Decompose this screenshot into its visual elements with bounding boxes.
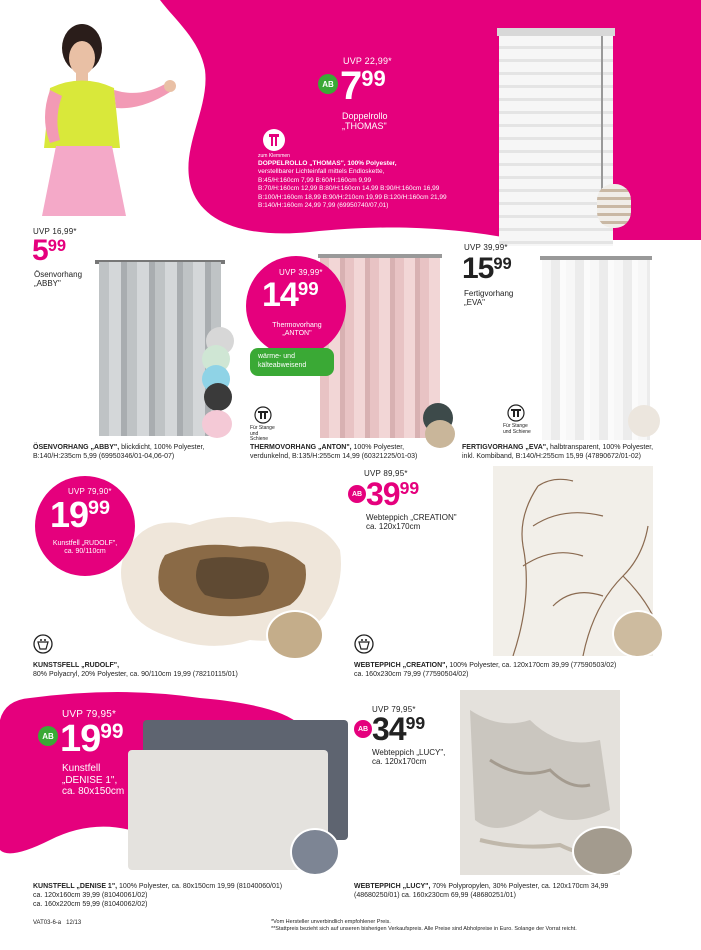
thomas-price <box>340 66 386 106</box>
abby-swatch <box>204 383 232 411</box>
doppelrollo-image <box>497 28 615 256</box>
abby-desc2: B:140/H:235cm 5,99 (69950346/01-04,06-07) <box>33 452 175 460</box>
thomas-desc-line: B:45/H:160cm 7,99 B:60/H:160cm 9,99 <box>258 176 372 184</box>
eva-swatch <box>628 405 660 437</box>
thomas-name-line2: „THOMAS" <box>342 121 387 132</box>
lucy-desc2: (48680250/01) ca. 160x230cm 69,99 (48680251/01) <box>354 891 516 899</box>
denise-price-main: 19 <box>60 718 101 760</box>
denise-price-cents: 99 <box>100 720 124 743</box>
denise-name <box>62 763 124 798</box>
abby-name-line1: Ösenvorhang <box>34 270 83 279</box>
footer-code-text: VAT03-6-a <box>33 920 62 926</box>
thomas-description <box>258 160 498 211</box>
rudolf-desc2: 80% Polyacryl, 20% Polyester, ca. 90/110cm 19,99 (78210115/01) <box>33 670 238 678</box>
thomas-name <box>342 111 388 132</box>
lucy-price-cents: 99 <box>405 713 426 733</box>
rudolf-name <box>44 540 126 556</box>
thomas-desc-line: B:70/H:160cm 12,99 B:80/H:160cm 14,99 B:90/H:160cm 16,99 <box>258 185 440 193</box>
clamp-icon <box>262 128 286 152</box>
denise-ab-badge: AB <box>38 726 58 746</box>
abby-name-line2: „ABBY" <box>34 279 61 289</box>
creation-desc-bold: WEBTEPPICH „CREATION", <box>354 662 448 669</box>
eva-desc: halbtransparent, 100% Polyester, <box>548 444 654 451</box>
creation-description <box>354 662 694 680</box>
lucy-desc: 70% Polypropylen, 30% Polyester, ca. 120x170cm 34,99 <box>430 883 609 890</box>
anton-desc-bold: THERMOVORHANG „ANTON", <box>250 444 352 451</box>
creation-name-line1: Webteppich „CREATION" <box>366 513 457 522</box>
footer-page: 12/13 <box>66 920 82 926</box>
thomas-name-line1: Doppelrollo <box>342 111 388 121</box>
thomas-ab-badge: AB <box>318 74 338 94</box>
eva-description <box>462 444 692 462</box>
denise-desc3: ca. 160x220cm 59,99 (81040062/02) <box>33 900 148 908</box>
creation-desc: 100% Polyester, ca. 120x170cm 39,99 (77590503/02) <box>447 662 617 669</box>
footer-note1: *Vom Hersteller unverbindlich empfohlener Preis. <box>271 919 391 925</box>
lucy-swatch <box>572 826 634 876</box>
thomas-price-main: 7 <box>340 64 362 108</box>
eva-icon-caption: Für Stange und Schiene <box>503 423 531 435</box>
lucy-price-main: 34 <box>372 711 406 747</box>
eva-price-cents: 99 <box>493 255 512 273</box>
anton-price-main: 14 <box>262 276 298 314</box>
abby-swatch <box>202 410 232 438</box>
thomas-desc-line: B:100/H:160cm 18,99 B:90/H:210cm 19,99 B:120/H:160cm 21,99 <box>258 193 447 201</box>
abby-price-cents: 99 <box>47 237 67 255</box>
anton-description <box>250 444 450 462</box>
abby-curtain-image <box>95 256 225 436</box>
footer-notes <box>271 919 696 934</box>
footer-code <box>33 920 81 926</box>
model-photo <box>30 18 200 216</box>
washing-icon <box>33 634 53 654</box>
denise-name-line2: „DENISE 1", <box>62 774 118 786</box>
rudolf-swatch <box>266 610 324 660</box>
creation-ab-badge: AB <box>348 485 366 503</box>
creation-price-cents: 99 <box>399 478 420 498</box>
denise-desc: 100% Polyester, ca. 80x150cm 19,99 (81040060/01) <box>117 883 283 890</box>
denise-description <box>33 883 353 909</box>
abby-desc-bold: ÖSENVORHANG „ABBY", <box>33 444 120 451</box>
thomas-desc-line: verstellbarer Lichteinfall mittels Endloskette, <box>258 168 385 176</box>
eva-name-line1: Fertigvorhang <box>464 289 514 298</box>
eva-price-main: 15 <box>462 252 494 285</box>
thomas-price-cents: 99 <box>361 66 386 91</box>
eva-price <box>462 254 512 284</box>
thomas-desc-line: B:140/H:160cm 24,99 7,99 (69950740/07,01) <box>258 202 389 210</box>
rudolf-uvp: UVP 79,90* <box>68 487 112 496</box>
denise-uvp: UVP 79,95* <box>62 709 117 720</box>
creation-uvp: UVP 89,95* <box>364 469 408 478</box>
thomas-desc-line: DOPPELROLLO „THOMAS", 100% Polyester, <box>258 160 397 167</box>
denise-price <box>60 720 124 758</box>
lucy-desc-bold: WEBTEPPICH „LUCY", <box>354 883 431 890</box>
denise-swatch <box>290 828 340 876</box>
rudolf-name-line2: ca. 90/110cm <box>64 548 106 556</box>
denise-name-line3: ca. 80x150cm <box>62 786 125 797</box>
eva-uvp: UVP 39,99* <box>464 243 508 252</box>
lucy-name-line1: Webteppich „LUCY", <box>372 748 446 757</box>
eva-desc-bold: FERTIGVORHANG „EVA", <box>462 444 549 451</box>
doppelrollo-swatch <box>597 184 631 228</box>
lucy-uvp: UVP 79,95* <box>372 705 416 714</box>
lucy-name-line2: ca. 120x170cm <box>372 757 427 767</box>
lucy-description <box>354 883 694 901</box>
abby-price-main: 5 <box>32 234 48 267</box>
anton-name-line2: „ANTON" <box>282 330 312 338</box>
abby-uvp: UVP 16,99* <box>33 227 77 236</box>
eva-name <box>464 289 513 307</box>
rudolf-price-main: 19 <box>50 494 89 535</box>
anton-price <box>262 278 319 312</box>
abby-description <box>33 444 248 462</box>
denise-desc-bold: KUNSTFELL „DENISE 1", <box>33 883 118 890</box>
anton-price-cents: 99 <box>297 278 319 299</box>
thomas-icon-caption: zum Klemmen <box>258 153 290 159</box>
anton-desc: 100% Polyester, <box>351 444 405 451</box>
rudolf-name-line1: Kunstfell „RUDOLF", <box>52 540 118 547</box>
washing-icon <box>354 634 374 654</box>
lucy-price <box>372 713 425 745</box>
thomas-uvp: UVP 22,99* <box>343 56 392 66</box>
anton-name <box>268 322 326 338</box>
rudolf-description <box>33 662 293 680</box>
anton-name-line1: Thermovorhang <box>272 322 322 329</box>
abby-price <box>32 236 66 266</box>
creation-name <box>366 513 457 531</box>
anton-desc2: verdunkelnd, B:135/H:255cm 14,99 (60321225/01-03) <box>250 452 418 460</box>
rod-rail-icon <box>507 404 525 422</box>
eva-name-line2: „EVA" <box>464 298 485 308</box>
anton-uvp: UVP 39,99* <box>279 268 323 277</box>
denise-name-line1: Kunstfell <box>62 763 101 774</box>
denise-desc2: ca. 120x160cm 39,99 (81040061/02) <box>33 891 148 899</box>
lucy-ab-badge: AB <box>354 720 372 738</box>
creation-price-main: 39 <box>366 476 400 512</box>
rudolf-desc-bold: KUNSTSFELL „RUDOLF", <box>33 662 120 669</box>
eva-desc2: inkl. Kombiband, B:140/H:255cm 15,99 (47890672/01-02) <box>462 452 642 460</box>
creation-price <box>366 478 419 510</box>
rudolf-price-cents: 99 <box>88 497 111 519</box>
anton-icon-caption: Für Stange und Schiene <box>250 425 275 442</box>
abby-desc: blickdicht, 100% Polyester, <box>119 444 205 451</box>
lucy-name <box>372 748 445 766</box>
creation-swatch <box>612 610 664 658</box>
abby-name <box>34 270 82 288</box>
rudolf-price <box>50 494 111 535</box>
creation-name-line2: ca. 120x170cm <box>366 522 421 532</box>
footer-note2: **Stattpreis bezieht sich auf unseren bisherigen Verkaufspreis. Alle Preise sind Abholpreise in Euro. Solange der Vorrat reicht. <box>271 926 577 933</box>
rod-rail-icon <box>254 406 272 424</box>
creation-desc2: ca. 160x230cm 79,99 (77590504/02) <box>354 670 469 678</box>
anton-feature-badge: wärme- und kälteabweisend <box>250 348 334 376</box>
